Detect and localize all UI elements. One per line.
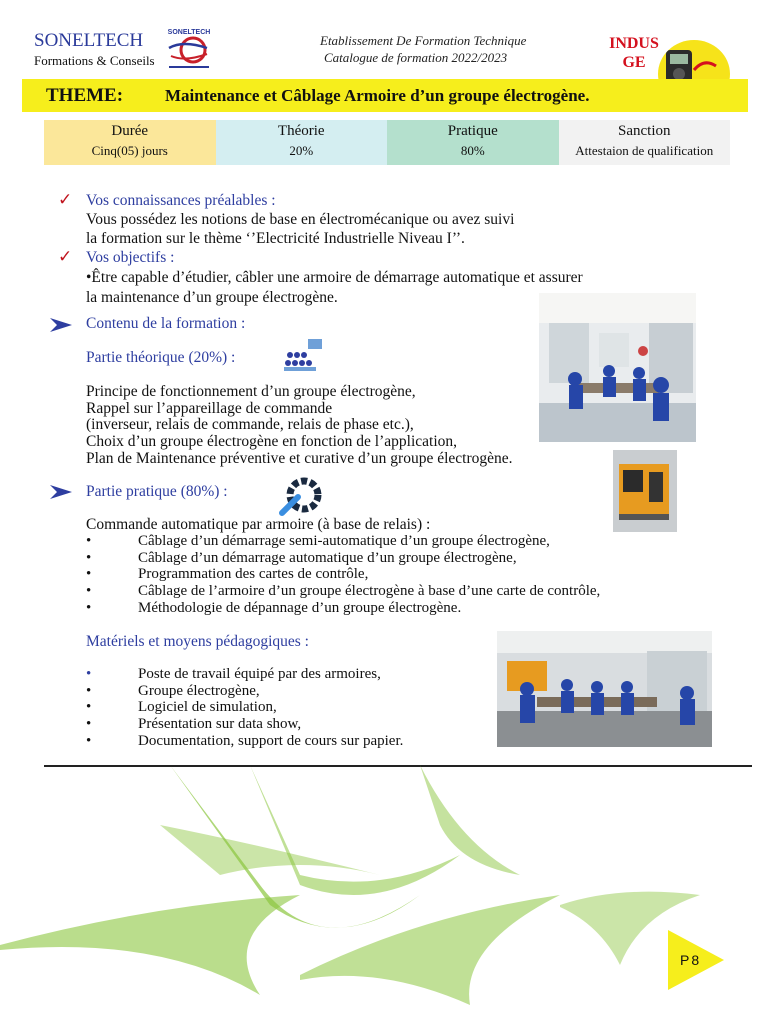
practice-item-text: Programmation des cartes de contrôle, bbox=[138, 566, 369, 582]
info-value: 80% bbox=[460, 143, 485, 158]
materials-item-text: Documentation, support de cours sur papier. bbox=[138, 733, 404, 749]
practice-item bbox=[86, 533, 550, 550]
info-cell-duree bbox=[44, 120, 216, 165]
practice-item-text: Câblage d’un démarrage semi-automatique d’un groupe électrogène, bbox=[138, 533, 550, 549]
theme-title: Maintenance et Câblage Armoire d’un groupe électrogène. bbox=[165, 86, 590, 105]
objectives-line: la maintenance d’un groupe électrogène. bbox=[86, 289, 338, 306]
bullet-dot: • bbox=[86, 699, 92, 715]
materials-item bbox=[86, 666, 381, 683]
info-cell-sanction bbox=[559, 120, 731, 165]
bullet-dot: • bbox=[86, 600, 92, 616]
generator-photo bbox=[613, 450, 677, 532]
gear-wrench-icon bbox=[278, 473, 326, 519]
green-leaves-decoration bbox=[0, 765, 768, 1024]
institution-line: Etablissement De Formation Technique bbox=[320, 33, 527, 48]
page-number: P8 bbox=[680, 952, 702, 968]
course-info-table bbox=[44, 120, 730, 165]
brand-name: SONELTECH bbox=[34, 30, 144, 51]
materials-item-text: Présentation sur data show, bbox=[138, 716, 302, 732]
info-header: Durée bbox=[111, 123, 149, 139]
info-value: Attestaion de qualification bbox=[575, 143, 714, 158]
bullet-dot: • bbox=[86, 716, 92, 732]
logo-text: SONELTECH bbox=[167, 29, 211, 36]
arrow-right-icon bbox=[50, 318, 72, 332]
indus-line1: INDUS bbox=[609, 35, 659, 52]
practice-intro: Commande automatique par armoire (à base de relais) : bbox=[86, 516, 431, 533]
theory-line: Rappel sur l’appareillage de commande bbox=[86, 400, 333, 417]
content-title: Contenu de la formation : bbox=[86, 315, 246, 332]
bullet-dot: • bbox=[86, 683, 92, 699]
practice-item bbox=[86, 566, 368, 583]
info-header: Pratique bbox=[447, 123, 498, 139]
classroom-photo bbox=[539, 293, 696, 442]
theory-line: Choix d’un groupe électrogène en fonction de l’application, bbox=[86, 433, 458, 450]
info-header: Théorie bbox=[277, 123, 325, 139]
info-header: Sanction bbox=[618, 123, 671, 139]
brand-subtitle: Formations & Conseils bbox=[34, 53, 155, 68]
practice-item bbox=[86, 550, 517, 567]
practice-item-text: Méthodologie de dépannage d’un groupe électrogène. bbox=[138, 600, 462, 616]
info-value: Cinq(05) jours bbox=[91, 143, 168, 158]
materials-item bbox=[86, 683, 260, 700]
practice-item-text: Câblage d’un démarrage automatique d’un groupe électrogène, bbox=[138, 550, 517, 566]
bullet-dot: • bbox=[86, 533, 92, 549]
practice-title: Partie pratique (80%) : bbox=[86, 483, 228, 500]
audience-icon bbox=[282, 337, 324, 373]
theory-line: Plan de Maintenance préventive et curative d’un groupe électrogène. bbox=[86, 450, 513, 467]
materials-item bbox=[86, 733, 403, 750]
theory-title: Partie théorique (20%) : bbox=[86, 349, 236, 366]
materials-item-text: Logiciel de simulation, bbox=[138, 699, 277, 715]
practice-item-text: Câblage de l’armoire d’un groupe électrogène à base d’une carte de contrôle, bbox=[138, 583, 601, 599]
workshop-photo bbox=[497, 631, 712, 747]
info-value: 20% bbox=[289, 143, 314, 158]
institution-heading bbox=[320, 32, 526, 66]
bullet-dot: • bbox=[86, 666, 92, 682]
prerequisites-title: Vos connaissances préalables : bbox=[86, 192, 276, 209]
bullet-dot: • bbox=[86, 566, 92, 582]
materials-item bbox=[86, 716, 301, 733]
arrow-right-icon bbox=[50, 485, 72, 499]
checkmark-icon: ✓ bbox=[58, 247, 73, 266]
practice-item bbox=[86, 600, 461, 617]
bullet-dot: • bbox=[86, 550, 92, 566]
indus-line2: GE bbox=[622, 54, 646, 71]
prerequisites-line: la formation sur le thème ‘’Electricité Industrielle Niveau I’’. bbox=[86, 230, 465, 247]
materials-item bbox=[86, 699, 277, 716]
theme-label: THEME: bbox=[46, 85, 124, 106]
objectives-line: •Être capable d’étudier, câbler une armoire de démarrage automatique et assurer bbox=[86, 269, 583, 286]
industrie-label bbox=[606, 34, 662, 72]
bullet-dot: • bbox=[86, 583, 92, 599]
theory-line: Principe de fonctionnement d’un groupe électrogène, bbox=[86, 383, 416, 400]
catalogue-line: Catalogue de formation 2022/2023 bbox=[324, 50, 508, 65]
checkmark-icon: ✓ bbox=[58, 190, 73, 209]
practice-item bbox=[86, 583, 600, 600]
info-cell-pratique bbox=[387, 120, 559, 165]
theory-line: (inverseur, relais de commande, relais de phase etc.), bbox=[86, 416, 414, 433]
materials-item-text: Groupe électrogène, bbox=[138, 683, 260, 699]
materials-item-text: Poste de travail équipé par des armoires, bbox=[138, 666, 381, 682]
soneltech-logo bbox=[163, 26, 215, 72]
info-cell-theorie bbox=[216, 120, 388, 165]
objectives-title: Vos objectifs : bbox=[86, 249, 175, 266]
bullet-dot: • bbox=[86, 733, 92, 749]
prerequisites-line: Vous possédez les notions de base en électromécanique ou avez suivi bbox=[86, 211, 515, 228]
materials-title: Matériels et moyens pédagogiques : bbox=[86, 633, 309, 650]
